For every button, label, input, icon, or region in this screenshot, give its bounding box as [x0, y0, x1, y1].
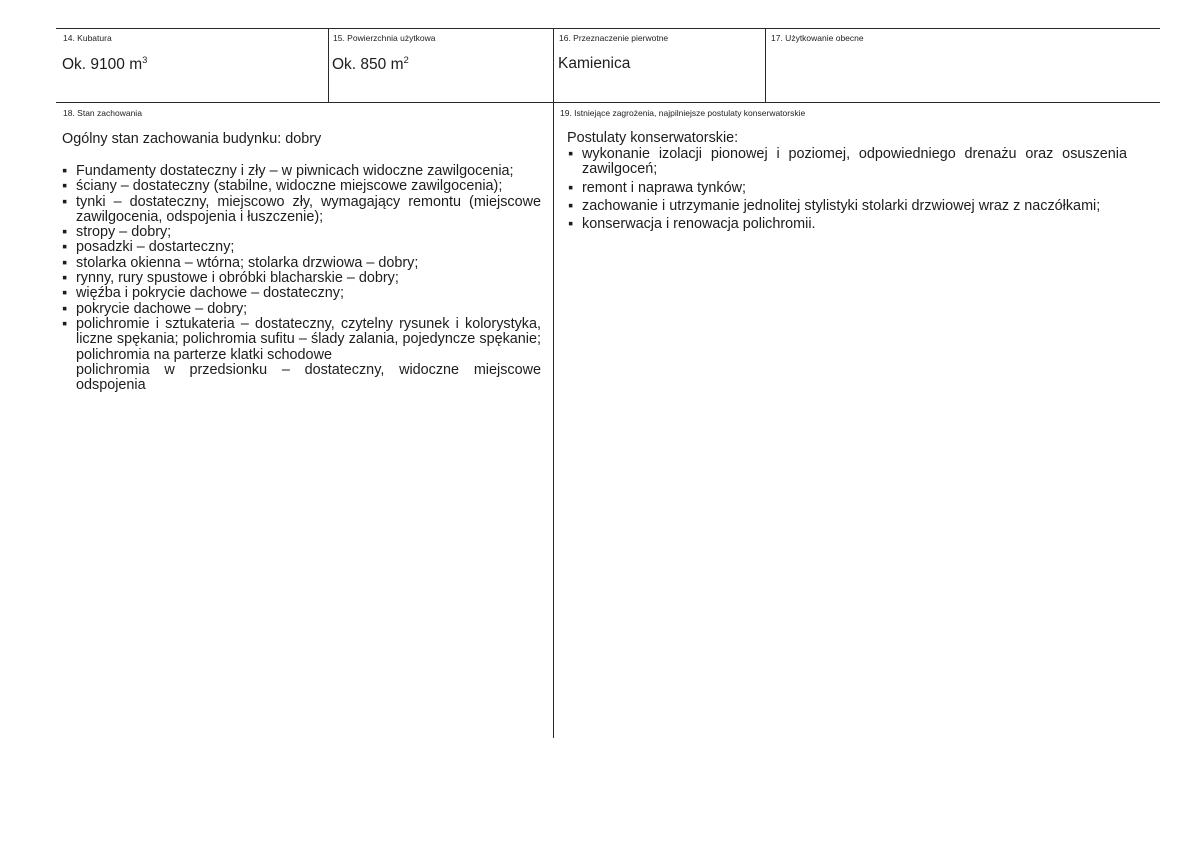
bullet-icon: ▪ [62, 239, 68, 256]
list-item: ▪ stropy – dobry; [62, 224, 172, 241]
field-label-zagrozenia: 19. Istniejące zagrożenia, najpilniejsze postulaty konserwatorskie [560, 108, 806, 118]
zagrozenia-heading: Postulaty konserwatorskie: [567, 130, 739, 146]
row-divider [56, 102, 1160, 103]
list-item-continuation: polichromia w przedsionku – dostateczny, widoczne miejscowe odspojenia [76, 361, 541, 394]
column-divider-3 [765, 28, 766, 102]
bullet-icon: ▪ [62, 285, 68, 302]
stan-list [61, 164, 541, 393]
list-item: ▪ polichromie i sztukateria – dostateczny, czytelny rysunek i kolorystyka, liczne spękania; polichromia sufitu – ślady zalania, pojedyncze spękanie; polichromia na parterze klatki schodowe polichromia w przedsionku – dostateczny, widoczne miejscowe odspojenia [62, 315, 541, 394]
bullet-icon: ▪ [62, 178, 68, 195]
list-item: ▪ więźba i pokrycie dachowe – dostateczny; [62, 285, 344, 302]
list-item: ▪ tynki – dostateczny, miejscowo zły, wymagający remontu (miejscowe zawilgocenia, odspojenia i łuszczenie); [62, 193, 541, 225]
zagrozenia-list [567, 147, 1127, 232]
bullet-icon: ▪ [62, 270, 68, 287]
bullet-icon: ▪ [568, 146, 574, 162]
list-item: ▪ pokrycie dachowe – dobry; [62, 300, 248, 317]
list-item: ▪ stolarka okienna – wtórna; stolarka drzwiowa – dobry; [62, 254, 419, 271]
column-divider-1 [328, 28, 329, 102]
field-label-stan: 18. Stan zachowania [63, 108, 142, 118]
list-item: ▪ konserwacja i renowacja polichromii. [568, 216, 816, 233]
list-item: ▪ Fundamenty dostateczny i zły – w piwnicach widoczne zawilgocenia; [62, 163, 514, 179]
field-label-uzytkowanie: 17. Użytkowanie obecne [771, 33, 864, 43]
bullet-icon: ▪ [568, 197, 574, 214]
bullet-icon: ▪ [62, 193, 68, 210]
field-value-powierzchnia: Ok. 850 $m^2$ [332, 55, 409, 73]
bullet-icon: ▪ [62, 224, 68, 241]
bullet-icon: ▪ [62, 315, 68, 332]
field-label-kubatura: 14. Kubatura [63, 33, 112, 43]
list-item: ▪ zachowanie i utrzymanie jednolitej stylistyki stolarki drzwiowej wraz z naczółkami; [568, 197, 1101, 214]
bullet-icon: ▪ [62, 300, 68, 317]
bullet-icon: ▪ [568, 216, 574, 233]
bullet-icon: ▪ [62, 254, 68, 271]
field-label-przeznaczenie: 16. Przeznaczenie pierwotne [559, 33, 669, 43]
list-item: ▪ remont i naprawa tynków; [568, 179, 746, 196]
bullet-icon: ▪ [62, 163, 68, 179]
list-item: ▪ wykonanie izolacji pionowej i poziomej, odpowiedniego drenażu oraz osuszenia zawilgoceń; [568, 146, 1127, 178]
stan-summary: Ogólny stan zachowania budynku: dobry [62, 131, 322, 147]
list-item: ▪ posadzki – dostarteczny; [62, 239, 235, 256]
column-divider-2 [553, 28, 554, 738]
list-item: ▪ rynny, rury spustowe i obróbki blacharskie – dobry; [62, 270, 399, 287]
field-label-powierzchnia: 15. Powierzchnia użytkowa [333, 33, 436, 43]
bullet-icon: ▪ [568, 179, 574, 196]
field-value-kubatura: Ok. 9100 $m^3$ [62, 55, 148, 73]
list-item: ▪ ściany – dostateczny (stabilne, widoczne miejscowe zawilgocenia); [62, 178, 503, 195]
field-value-przeznaczenie: Kamienica [558, 55, 631, 72]
table-top-border [56, 28, 1160, 29]
